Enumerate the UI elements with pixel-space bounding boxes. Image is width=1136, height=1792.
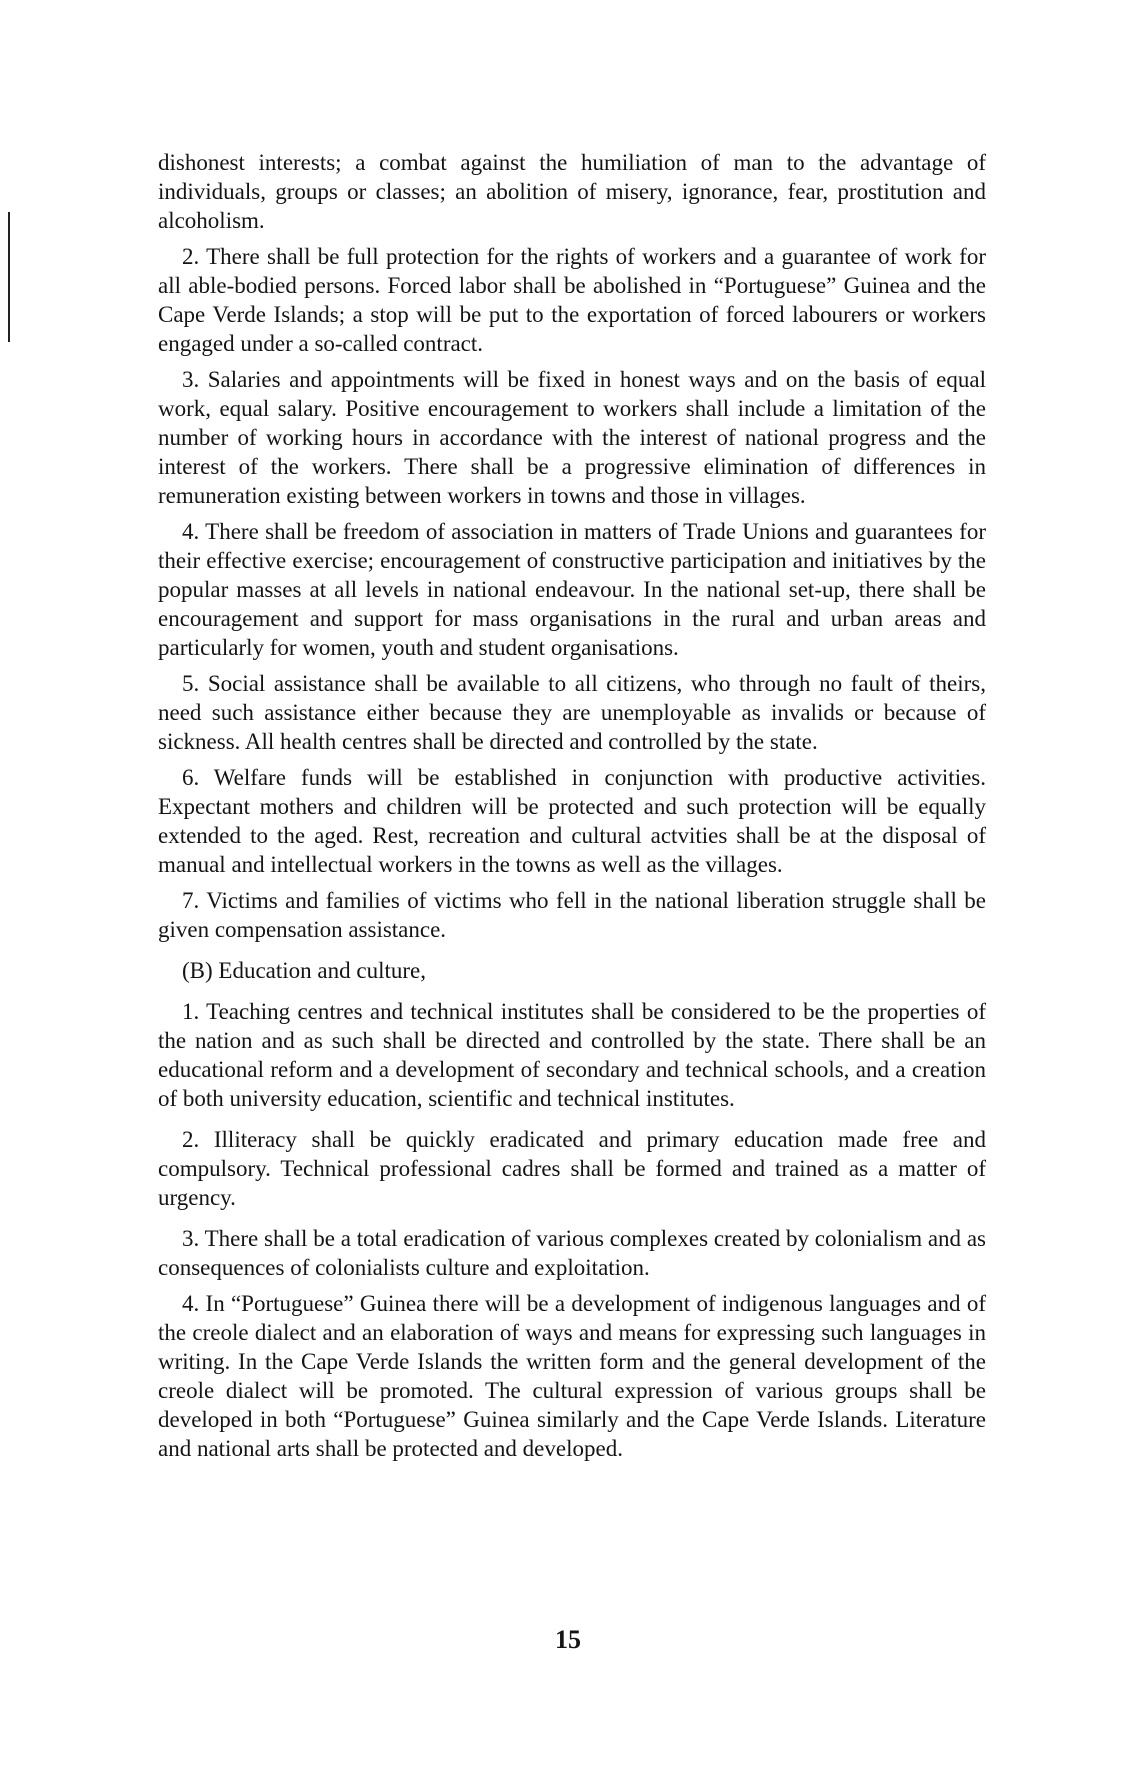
paragraph-item-3: 3. Salaries and appointments will be fixed in honest ways and on the basis of equal work, equal salary. Positive encouragement to workers shall include a limitation of the number of working hours in accordance with the interest of national progress and the interest of the workers. There shall be a progressive elimination of differences in remuneration existing between workers in towns and those in villages. — [158, 367, 986, 508]
paragraph-item-6: 6. Welfare funds will be established in conjunction with productive activities. Expectant mothers and children will be protected and such protection will be equally extended to the aged. Rest, recreation and cultural actvities shall be at the disposal of manual and intellectual workers in the towns as well as the villages. — [158, 765, 986, 877]
paragraph-item-2: 2. There shall be full protection for the rights of workers and a guarantee of work for all able-bodied persons. Forced labor shall be abolished in “Portuguese” Guinea and the Cape Verde Islands; a stop will be put to the exportation of forced labourers or workers engaged under a so-called contract. — [158, 244, 986, 356]
margin-rule — [8, 212, 10, 342]
paragraph-education-4: 4. In “Portuguese” Guinea there will be a development of indigenous languages and of the creole dialect and an elaboration of ways and means for expressing such languages in writing. In the Cape Verde Islands the written form and the general development of the creole dialect will be promoted. The cultural expression of various groups shall be developed in both “Portuguese” Guinea similarly and the Cape Verde Islands. Literature and national arts shall be protected and developed. — [158, 1291, 986, 1461]
page-number: 15 — [555, 1625, 581, 1654]
paragraph-item-7: 7. Victims and families of victims who fell in the national liberation struggle shall be given compensation assistance. — [158, 888, 986, 942]
paragraph-education-2: 2. Illiteracy shall be quickly eradicated and primary education made free and compulsory. Technical professional cadres shall be formed and trained as a matter of urgency. — [158, 1127, 986, 1210]
paragraph-education-3: 3. There shall be a total eradication of various complexes created by colonialism and as consequences of colonialists culture and exploitation. — [158, 1226, 986, 1280]
paragraph-item-4: 4. There shall be freedom of association in matters of Trade Unions and guarantees for their effective exercise; encouragement of constructive participation and initiatives by the popular masses at all levels in national endeavour. In the national set-up, there shall be encouragement and support for mass organisations in the rural and urban areas and particularly for women, youth and student organisations. — [158, 519, 986, 660]
paragraph-continuation: dishonest interests; a combat against the humiliation of man to the advantage of individuals, groups or classes; an abolition of misery, ignorance, fear, prostitution and alcoholism. — [158, 150, 986, 233]
paragraph-item-5: 5. Social assistance shall be available to all citizens, who through no fault of theirs, need such assistance either because they are unemployable as invalids or because of sickness. All health centres shall be directed and controlled by the state. — [158, 671, 986, 754]
section-heading-education: (B) Education and culture, — [182, 958, 426, 983]
document-body — [158, 148, 986, 1463]
paragraph-education-1: 1. Teaching centres and technical institutes shall be considered to be the properties of the nation and as such shall be directed and controlled by the state. There shall be an educational reform and a development of secondary and technical schools, and a creation of both university education, scientific and technical institutes. — [158, 999, 986, 1111]
